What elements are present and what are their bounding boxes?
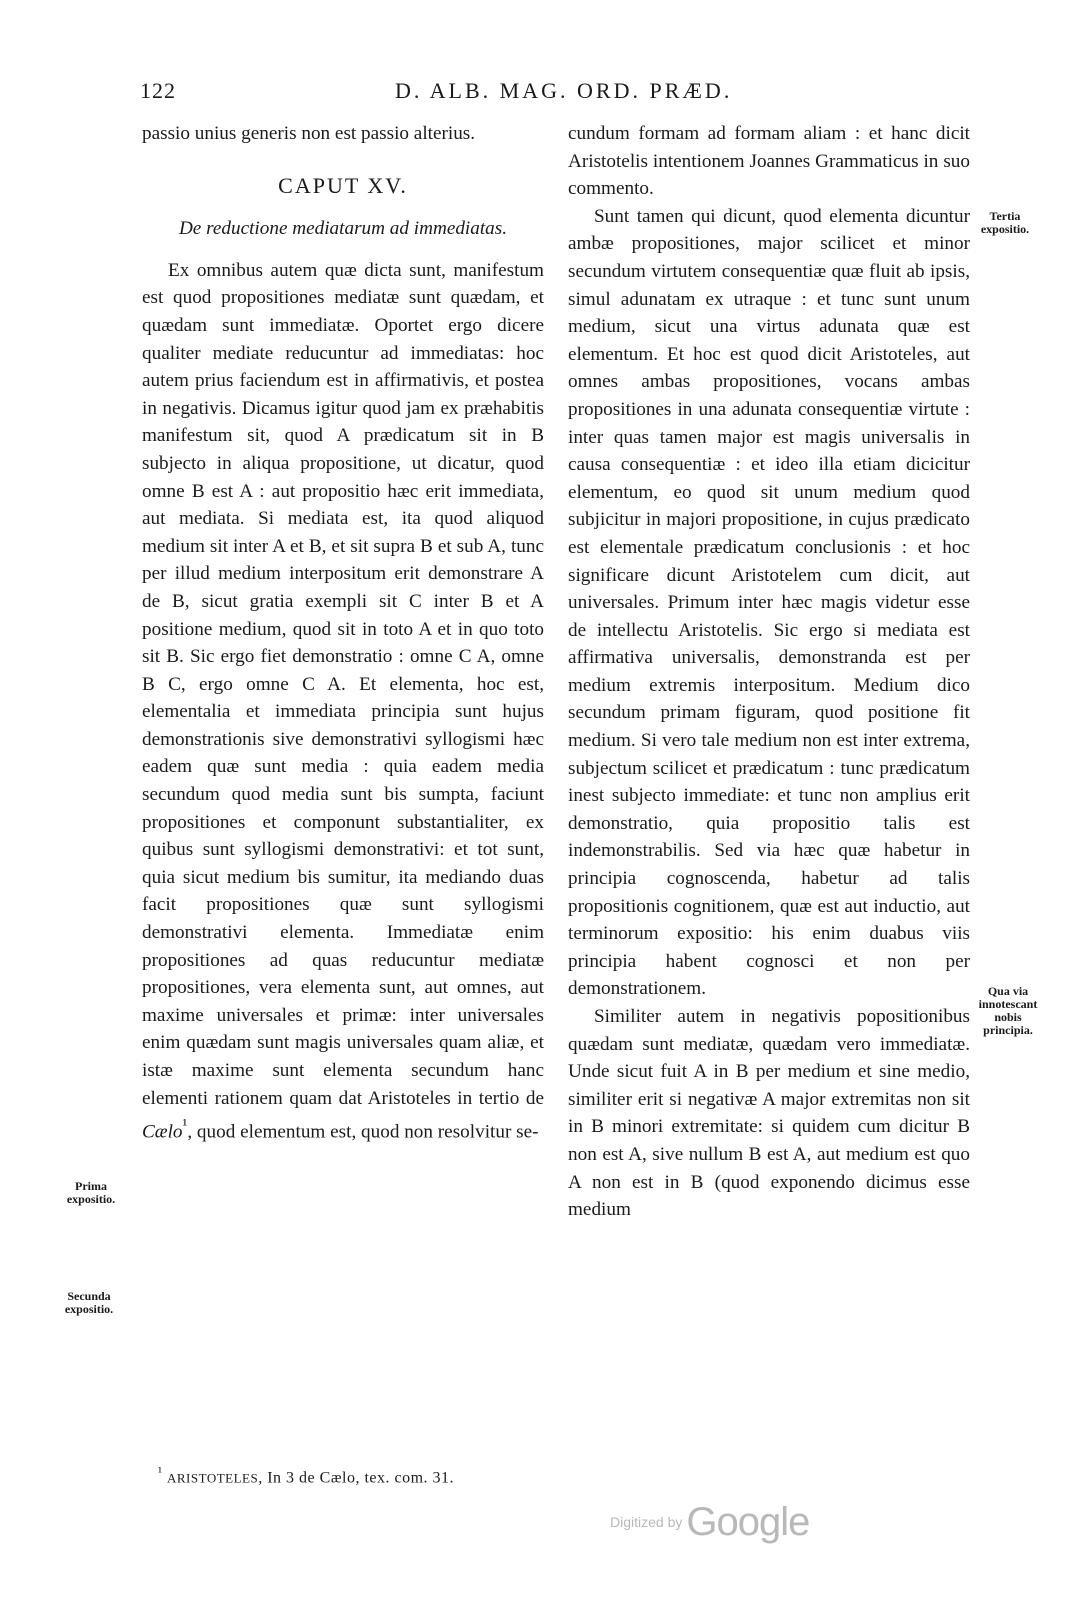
paragraph-1-tail: , quod elementum est, quod non resolvitur se-	[187, 1121, 539, 1143]
margin-note-tertia: Tertia expositio.	[980, 209, 1030, 236]
digitized-prefix: Digitized by	[610, 1514, 683, 1530]
paragraph-1-text: Ex omnibus autem quæ dicta sunt, manifestum est quod propositiones mediatæ sunt quædam, et quædam sunt immediatæ. Oportet ergo dicere qualiter mediate reducuntur ad immediatas: hoc autem prius faciendum est in affirmativis, et postea in negativis. Dicamus igitur quod jam ex præhabitis manifestum sit, quod A prædicatum sit in B subjecto in aliqua propositione, ut dicatur, quod omne B est A : aut propositio hæc erit immediata, aut mediata. Si mediata est, ita quod aliquod medium sit inter A et B, et sit supra B et sub A, tunc per illud medium interpositum erit demonstrare A de B, sicut gratia exempli sit C inter B et A positione medium, quod sit in toto A et in quo toto sit B. Sic ergo fiet demonstratio : omne C A, omne B C, ergo omne C A. Et elementa, hoc est, elementalia et immediata principia sunt hujus demonstrationis sive demonstrativi syllogismi hæc eadem quæ sunt media : quia eadem media secundum quod media sunt bis sumpta, faciunt propositiones et componunt substantialiter, ex quibus sunt syllogismi demonstrativi: et tot sunt, quia sicut medium bis sumitur, ita mediando duas facit propositiones quæ sunt syllogismi demonstrativi elementa. Immediatæ enim propositiones ad quas reducuntur mediatæ propositiones, vera elementa sunt, aut omnes, aut maxime universales et primæ: inter universales enim quædam sunt magis universales quam aliæ, et istæ maxime sunt elementa secundum hanc elementi rationem quam dat Aristoteles in tertio de	[142, 259, 544, 1109]
footnote	[158, 1464, 454, 1487]
paragraph-1	[142, 257, 544, 1146]
chapter-subtitle: De reductione mediatarum ad immediatas.	[178, 218, 508, 240]
continuation-text: cundum formam ad formam aliam : et hanc dicit Aristotelis intentionem Joannes Grammaticus in suo commento.	[568, 123, 970, 200]
digitized-watermark	[610, 1500, 809, 1545]
opening-text: passio unius generis non est passio alterius.	[142, 123, 476, 144]
chapter-title: CAPUT XV.	[278, 172, 408, 198]
footnote-text: , In 3 de Cælo, tex. com. 31.	[258, 1469, 455, 1487]
paragraph-3: Similiter autem in negativis popositionibus quædam sunt mediatæ, quædam vero immediatæ. Unde sicut fuit A in B per medium et sine medio, similiter erit si negativæ A major extremitas non sit in B minori extremitate: si quidem cum dicitur B non est A, sive nullum B est A, aut medium est quo A non est in B (quod exponendo dicimus esse medium	[568, 1006, 970, 1221]
margin-note-secunda: Secunda expositio.	[64, 1289, 114, 1316]
paragraph-1-italic: Cælo	[142, 1121, 183, 1143]
margin-note-prima: Prima expositio.	[66, 1179, 116, 1206]
google-logo: Google	[686, 1500, 810, 1544]
footnote-reference: ¹	[182, 1117, 188, 1135]
left-column	[142, 120, 544, 1146]
paragraph-2: Sunt tamen qui dicunt, quod elementa dicuntur ambæ propositiones, major scilicet et minor secundum virtutem consequentiæ quæ fluit ab ipsis, simul adunatam ex utraque : et tunc sunt unum medium, sicut una virtus adunata quæ est elementum. Et hoc est quod dicit Aristoteles, aut omnes ambas propositiones, vocans ambas propositiones in una adunata consequentiæ virtute : inter quas tamen major est magis universalis in causa consequentiæ : et ideo illa etiam dicicitur elementum, eo quod sit unum medium quod subjicitur in majori propositione, in cujus prædicato est elementale prædicatum conclusionis : et hoc significare dicunt Aristotelem cum dicit, aut universales. Primum inter hæc magis videtur esse de intellectu Aristotelis. Sic ergo si mediata est affirmativa universalis, demonstranda est per medium extremis interpositum. Medium dico secundum primam figuram, quod positione fit medium. Si vero tale medium non est inter extrema, subjectum scilicet et prædicatum : tunc prædicatum inest subjecto immediate: et tunc non amplius erit demonstratio, quia propositio talis est indemonstrabilis. Sed via hæc quæ habetur in principia cognoscenda, habetur ad talis propositionis cognitionem, quæ est aut inductio, aut terminorum expositio: his enim duabus viis principia habent cognosci et non per demonstrationem.	[568, 205, 970, 1000]
page-number: 122	[140, 78, 176, 103]
footnote-author: ARISTOTELES	[167, 1470, 259, 1486]
running-head: D. ALB. MAG. ORD. PRÆD.	[395, 78, 733, 103]
right-column	[568, 120, 970, 1224]
footnote-mark: ¹	[158, 1464, 163, 1479]
margin-note-qua-via: Qua via innotescant nobis principia.	[978, 984, 1038, 1037]
